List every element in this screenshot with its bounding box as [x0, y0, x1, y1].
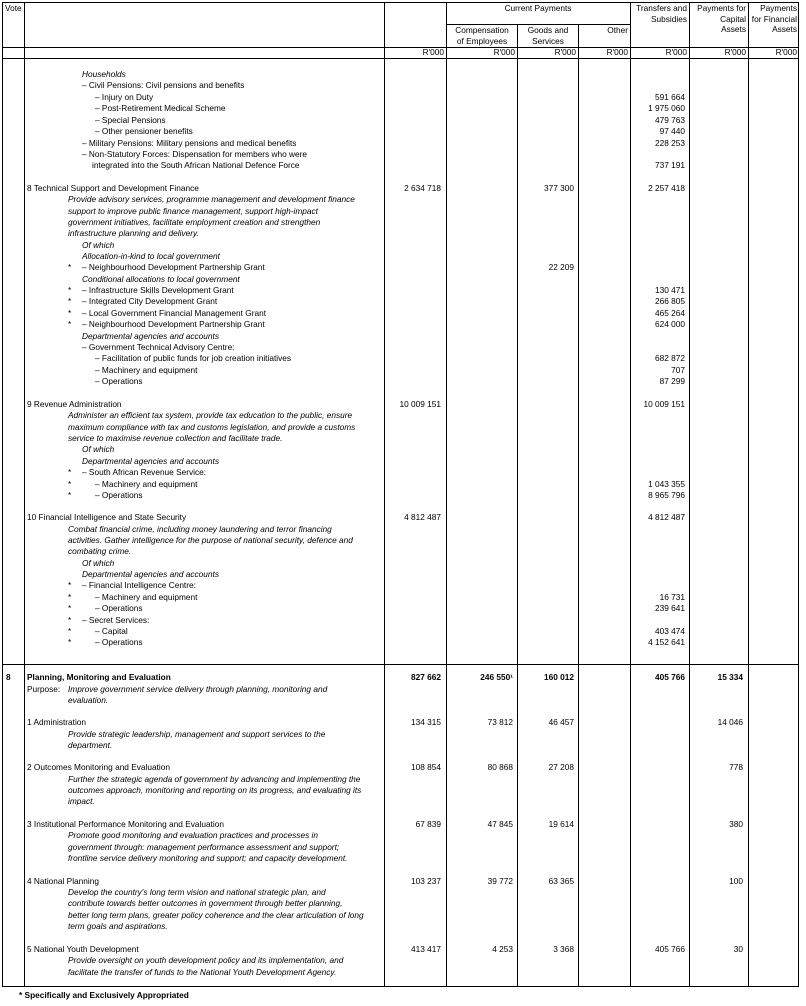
military-pensions: – Military Pensions: Military pensions and medical benefits	[82, 138, 297, 148]
sea-marker: *	[68, 603, 72, 613]
v8p5-value-transfers: 405 766	[655, 944, 685, 954]
value-special: 479 763	[655, 115, 685, 125]
p8-desc-4: infrastructure planning and delivery.	[68, 228, 199, 238]
civil-pensions: – Civil Pensions: Civil pensions and benefits	[82, 80, 245, 90]
v8p5-value-goods: 3 368	[553, 944, 574, 954]
p10-desc-1: Combat financial crime, including money laundering and terror financing	[68, 524, 332, 534]
p8-desc-2: support to improve public finance management, support high-impact	[68, 206, 318, 216]
households-label: Households	[82, 69, 126, 79]
header-current-payments: Current Payments	[504, 3, 572, 13]
p8-value-goods: 377 300	[544, 183, 574, 193]
p9-value-ops: 8 965 796	[648, 490, 685, 500]
v8p2-value-comp: 80 868	[487, 762, 513, 772]
unit-goods: R'000	[554, 47, 576, 57]
sea-marker: *	[68, 637, 72, 647]
row-divider-vote8	[2, 664, 799, 665]
header-financial-line2: for Financial	[751, 13, 797, 24]
value-nsf: 737 191	[655, 160, 685, 170]
p10-desc-2: activities. Gather intelligence for the purpose of national security, defence and	[68, 535, 353, 545]
v8p5-value-capital: 30	[733, 944, 743, 954]
p8-gtac: – Government Technical Advisory Centre:	[82, 342, 235, 352]
p10-ops: – Operations	[95, 603, 143, 613]
col-divider-total	[384, 2, 385, 987]
v8p1-title: 1 Administration	[27, 717, 87, 727]
v8p2-desc-1: Further the strategic agenda of government by advancing and implementing the	[68, 774, 361, 784]
p9-desc-2: maximum compliance with tax and customs legislation, and provide a customs	[68, 422, 356, 432]
v8p2-desc-2: outcomes approach, monitoring and reporting on its progress, and evaluating its	[68, 785, 362, 795]
post-retirement: – Post-Retirement Medical Scheme	[95, 103, 226, 113]
col-divider-financial	[748, 2, 749, 987]
header-capital	[690, 3, 746, 35]
sea-marker: *	[68, 592, 72, 602]
v8p4-value-goods: 63 365	[548, 876, 574, 886]
p8-alloc-kind: Allocation-in-kind to local government	[82, 251, 220, 261]
p8-value-isdg: 130 471	[655, 285, 685, 295]
header-goods-line1: Goods and	[527, 25, 569, 35]
value-military: 228 253	[655, 138, 685, 148]
p10-of-which: Of which	[82, 558, 115, 568]
p9-title: 9 Revenue Administration	[27, 399, 122, 409]
p8-value-transfers: 2 257 418	[648, 183, 685, 193]
header-goods-line2: Services	[532, 35, 564, 46]
p9-value-mach: 1 043 355	[648, 479, 685, 489]
p8-facil: – Facilitation of public funds for job creation initiatives	[95, 353, 292, 363]
vote8-title: Planning, Monitoring and Evaluation	[27, 672, 171, 682]
header-other: Other	[607, 25, 628, 35]
p10-value-ops2: 4 152 641	[648, 637, 685, 647]
vote8-purpose-2: evaluation.	[68, 695, 109, 705]
v8p5-value-comp: 4 253	[492, 944, 513, 954]
p10-value-total: 4 812 487	[404, 512, 441, 522]
unit-total: R'000	[422, 47, 444, 57]
header-financial-line3: Assets	[772, 24, 797, 34]
p10-value-mach: 16 731	[659, 592, 685, 602]
v8p4-value-capital: 100	[729, 876, 743, 886]
special-pensions: – Special Pensions	[95, 115, 166, 125]
unit-comp: R'000	[493, 47, 515, 57]
sea-marker: *	[68, 308, 72, 318]
v8p2-value-capital: 778	[729, 762, 743, 772]
header-financial	[749, 3, 797, 35]
v8p3-value-capital: 380	[729, 819, 743, 829]
v8p1-value-comp: 73 812	[487, 717, 513, 727]
v8p4-desc-3: better long term plans, greater policy coherence and the clear articulation of long	[68, 910, 364, 920]
unit-transfers: R'000	[665, 47, 687, 57]
header-goods	[518, 25, 578, 46]
v8p5-value-total: 413 417	[411, 944, 441, 954]
vote8-value-comp: 246 550¹	[480, 672, 513, 682]
nsf-line2: integrated into the South African National Defence Force	[92, 160, 300, 170]
footnote: * Specifically and Exclusively Appropriated	[19, 990, 189, 1000]
p8-ndpg2: – Neighbourhood Development Partnership Grant	[82, 319, 265, 329]
p8-value-facil: 682 872	[655, 353, 685, 363]
p8-of-which: Of which	[82, 240, 115, 250]
v8p2-desc-3: impact.	[68, 796, 95, 806]
col-divider-comp	[446, 2, 447, 987]
p8-ops: – Operations	[95, 376, 143, 386]
p8-value-mach: 707	[671, 365, 685, 375]
other-pensioner: – Other pensioner benefits	[95, 126, 193, 136]
vote8-value-goods: 160 012	[544, 672, 574, 682]
v8p3-desc-2: government through: management performance assessment and support;	[68, 842, 340, 852]
p10-value-ops: 239 641	[655, 603, 685, 613]
p10-fic: – Financial Intelligence Centre:	[82, 580, 196, 590]
p9-ops: – Operations	[95, 490, 143, 500]
v8p3-value-comp: 47 845	[487, 819, 513, 829]
sea-marker: *	[68, 615, 72, 625]
vote8-value-capital: 15 334	[717, 672, 743, 682]
p9-desc-1: Administer an efficient tax system, provide tax education to the public, ensure	[68, 410, 353, 420]
v8p4-desc-1: Develop the country's long term vision and national strategic plan, and	[68, 887, 326, 897]
value-other-pens: 97 440	[659, 126, 685, 136]
p10-ss: – Secret Services:	[82, 615, 150, 625]
sea-marker: *	[68, 296, 72, 306]
injury-on-duty: – Injury on Duty	[95, 92, 154, 102]
p8-value-icdg: 266 805	[655, 296, 685, 306]
p9-sars: – South African Revenue Service:	[82, 467, 207, 477]
p8-lgfmg: – Local Government Financial Management Grant	[82, 308, 267, 318]
p9-mach: – Machinery and equipment	[95, 479, 198, 489]
p8-value-ndpg1: 22 209	[548, 262, 574, 272]
header-transfers-line2: Subsidies	[651, 13, 687, 24]
v8p4-title: 4 National Planning	[27, 876, 99, 886]
v8p1-value-total: 134 315	[411, 717, 441, 727]
header-transfers	[631, 3, 687, 24]
p8-icdg: – Integrated City Development Grant	[82, 296, 218, 306]
p9-dept: Departmental agencies and accounts	[82, 456, 219, 466]
p8-desc-1: Provide advisory services, programme management and development finance	[68, 194, 355, 204]
v8p4-desc-2: contribute towards better outcomes in government through better planning,	[68, 898, 343, 908]
p10-cap: – Capital	[95, 626, 128, 636]
unit-capital: R'000	[724, 47, 746, 57]
v8p2-value-total: 108 854	[411, 762, 441, 772]
value-injury: 591 664	[655, 92, 685, 102]
sea-marker: *	[68, 319, 72, 329]
p10-value-cap: 403 474	[655, 626, 685, 636]
p10-ops2: – Operations	[95, 637, 143, 647]
vote8-purpose-label: Purpose:	[27, 684, 61, 694]
vote8-value-total: 827 662	[411, 672, 441, 682]
sea-marker: *	[68, 467, 72, 477]
vote8-purpose-1: Improve government service delivery through planning, monitoring and	[68, 684, 328, 694]
p9-of-which: Of which	[82, 444, 115, 454]
v8p3-value-total: 67 839	[415, 819, 441, 829]
sea-marker: *	[68, 626, 72, 636]
sea-marker: *	[68, 285, 72, 295]
header-comp	[447, 25, 517, 46]
unit-financial: R'000	[775, 47, 797, 57]
v8p1-desc-2: department.	[68, 740, 113, 750]
col-divider-vote	[24, 2, 25, 987]
p9-value-transfers: 10 009 151	[643, 399, 685, 409]
v8p5-desc-2: facilitate the transfer of funds to the National Youth Development Agency.	[68, 967, 337, 977]
header-capital-line1: Payments for	[697, 3, 746, 13]
sea-marker: *	[68, 490, 72, 500]
p8-title: 8 Technical Support and Development Finance	[27, 183, 199, 193]
sea-marker: *	[68, 479, 72, 489]
header-capital-line2: Capital	[720, 13, 746, 24]
v8p4-desc-4: term goals and aspirations.	[68, 921, 168, 931]
col-divider-other	[578, 24, 579, 987]
p10-value-transfers: 4 812 487	[648, 512, 685, 522]
p9-desc-3: service to maximise revenue collection and facilitate trade.	[68, 433, 283, 443]
v8p3-title: 3 Institutional Performance Monitoring and Evaluation	[27, 819, 224, 829]
header-comp-line2: of Employees	[456, 35, 508, 46]
value-post-ret: 1 975 060	[648, 103, 685, 113]
p9-value-total: 10 009 151	[399, 399, 441, 409]
p8-isdg: – Infrastructure Skills Development Grant	[82, 285, 234, 295]
nsf-line1: – Non-Statutory Forces: Dispensation for members who were	[82, 149, 308, 159]
v8p5-desc-1: Provide oversight on youth development policy and its implementation, and	[68, 955, 344, 965]
p10-mach: – Machinery and equipment	[95, 592, 198, 602]
v8p4-value-total: 103 237	[411, 876, 441, 886]
p8-value-ndpg2: 624 000	[655, 319, 685, 329]
v8p1-value-capital: 14 046	[717, 717, 743, 727]
header-financial-line1: Payments	[760, 3, 797, 13]
p8-value-ops: 87 299	[659, 376, 685, 386]
vote8-value-transfers: 405 766	[655, 672, 685, 682]
col-divider-capital	[689, 2, 690, 987]
p8-mach: – Machinery and equipment	[95, 365, 198, 375]
v8p2-value-goods: 27 208	[548, 762, 574, 772]
p8-value-total: 2 634 718	[404, 183, 441, 193]
p8-value-lgfmg: 465 264	[655, 308, 685, 318]
col-divider-goods	[517, 24, 518, 987]
sea-marker: *	[68, 262, 72, 272]
p10-title: 10 Financial Intelligence and State Security	[27, 512, 187, 522]
v8p3-desc-3: frontline service delivery monitoring and support; and capacity development.	[68, 853, 348, 863]
header-transfers-line1: Transfers and	[636, 3, 687, 13]
p10-dept: Departmental agencies and accounts	[82, 569, 219, 579]
v8p5-title: 5 National Youth Development	[27, 944, 139, 954]
v8p2-title: 2 Outcomes Monitoring and Evaluation	[27, 762, 170, 772]
sea-marker: *	[68, 580, 72, 590]
p8-dept: Departmental agencies and accounts	[82, 331, 219, 341]
header-vote: Vote	[5, 3, 22, 13]
p8-cond: Conditional allocations to local government	[82, 274, 240, 284]
v8p4-value-comp: 39 772	[487, 876, 513, 886]
v8p3-desc-1: Promote good monitoring and evaluation practices and processes in	[68, 830, 318, 840]
header-comp-line1: Compensation	[455, 25, 509, 35]
vote8-number: 8	[6, 672, 11, 682]
p8-ndpg1: – Neighbourhood Development Partnership Grant	[82, 262, 265, 272]
v8p1-desc-1: Provide strategic leadership, management and support services to the	[68, 729, 326, 739]
v8p1-value-goods: 46 457	[548, 717, 574, 727]
v8p3-value-goods: 19 614	[548, 819, 574, 829]
p10-desc-3: combating crime.	[68, 546, 132, 556]
p8-desc-3: government initiatives, facilitate employment creation and strengthen	[68, 217, 321, 227]
header-capital-line3: Assets	[721, 24, 746, 34]
unit-other: R'000	[606, 47, 628, 57]
